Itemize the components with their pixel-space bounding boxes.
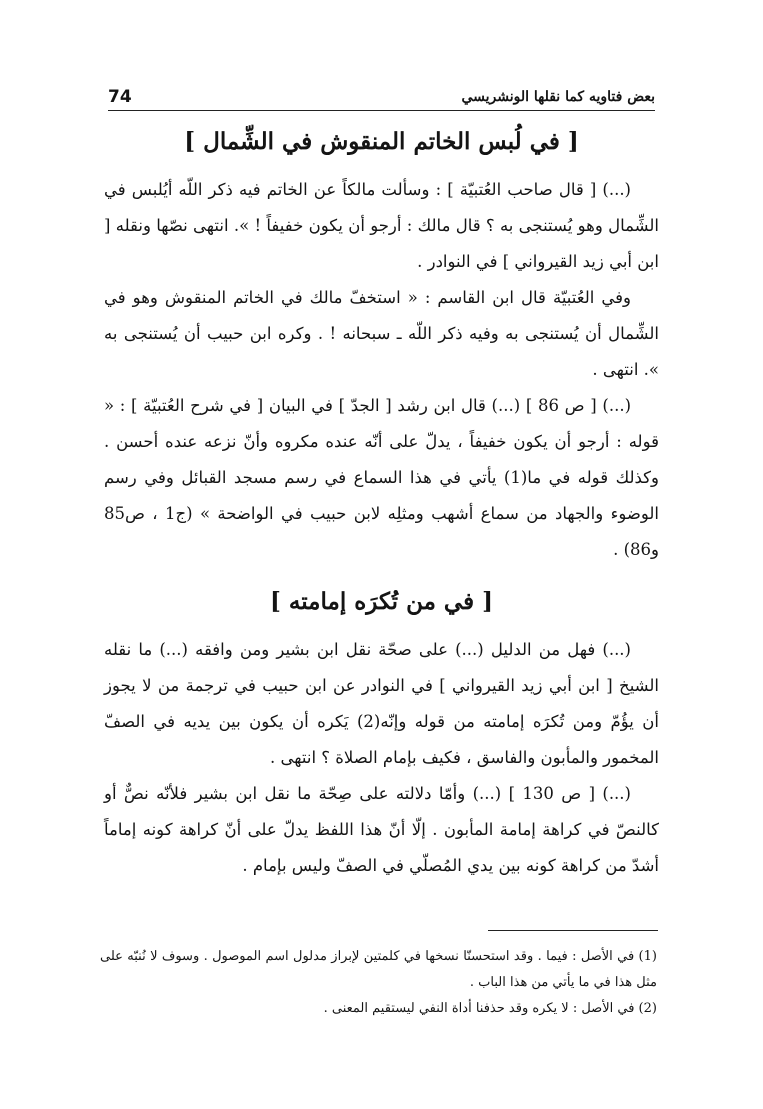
section-heading-khatam: [ في لُبس الخاتم المنقوش في الشِّمال ] [184,128,579,155]
paragraph: (...) [ ص 86 ] (...) قال ابن رشد [ الجدّ ] في البيان [ في شرح العُتبيّة ] : « قوله : أرجو أن يكون خفيفاً ، يدلّ على أنّه عنده مكروه وأنّ نزعه عنده أحسن . وكذلك قوله في ما(1) يأتي في هذا السماع في رسم مسجد القبائل وفي رسم الوضوء والجهاد من سماع أشهب ومثلِه لابن حبيب في الواضحة » (ج1 ، ص85 و86) . [104,396,659,559]
footnote: (1) في الأصل : فيما . وقد استحسنّا نسخها في كلمتين لإبراز مدلول اسم الموصول . وسوف لا نُنبّه على مثل هذا في ما يأتي من هذا الباب . [100,949,657,990]
footnote-divider [488,930,658,931]
paragraph: (...) فهل من الدليل (...) على صحّة نقل ابن بشير ومن وافقه (...) ما نقله الشيخ [ ابن أبي زيد القيرواني ] في النوادر عن ابن حبيب في ترجمة من لا يجوز أن يؤُمّ ومن تُكرَه إمامته من قوله وإنّه(2) يَكره أن يكون بين يديه في الصفّ المخمور والمأبون والفاسق ، فكيف بإمام الصلاة ؟ انتهى . [104,640,659,767]
section-heading-imama: [ في من تُكرَه إمامته ] [270,588,493,615]
paragraph: وفي العُتبيّة قال ابن القاسم : « استخفّ مالك في الخاتم المنقوش وهو في الشِّمال أن يُستنجى به وفيه ذكر اللّه ـ سبحانه ! . وكره ابن حبيب أن يُستنجى به ». انتهى . [104,288,659,379]
paragraph: (...) [ قال صاحب العُتبيّة ] : وسألت مالكاً عن الخاتم فيه ذكر اللّه أيُلبس في الشِّمال وهو يُستنجى به ؟ قال مالك : أرجو أن يكون خفيفاً ! ». انتهى نصّها ونقله [ ابن أبي زيد القيرواني ] في النوادر . [104,180,659,271]
section-body-imama [104,632,659,884]
paragraph: (...) [ ص 130 ] (...) وأمّا دلالته على صِحّة ما نقل ابن بشير فلأنّه نصٌّ أو كالنصّ في كراهة إمامة المأبون . إلّا أنّ هذا اللفظ يدلّ على أنّ كراهة كونه إماماً أشدّ من كراهة كونه بين يدي المُصلّي في الصفّ وليس بإمام . [104,784,659,875]
running-header-title: بعض فتاويه كما نقلها الونشريسي [461,89,655,105]
section-body-khatam [104,172,659,568]
running-header [108,84,655,111]
footnote: (2) في الأصل : لا يكره وقد حذفنا أداة النفي ليستقيم المعنى . [323,1001,657,1016]
footnotes [100,944,657,1022]
page-number: 74 [108,87,132,107]
